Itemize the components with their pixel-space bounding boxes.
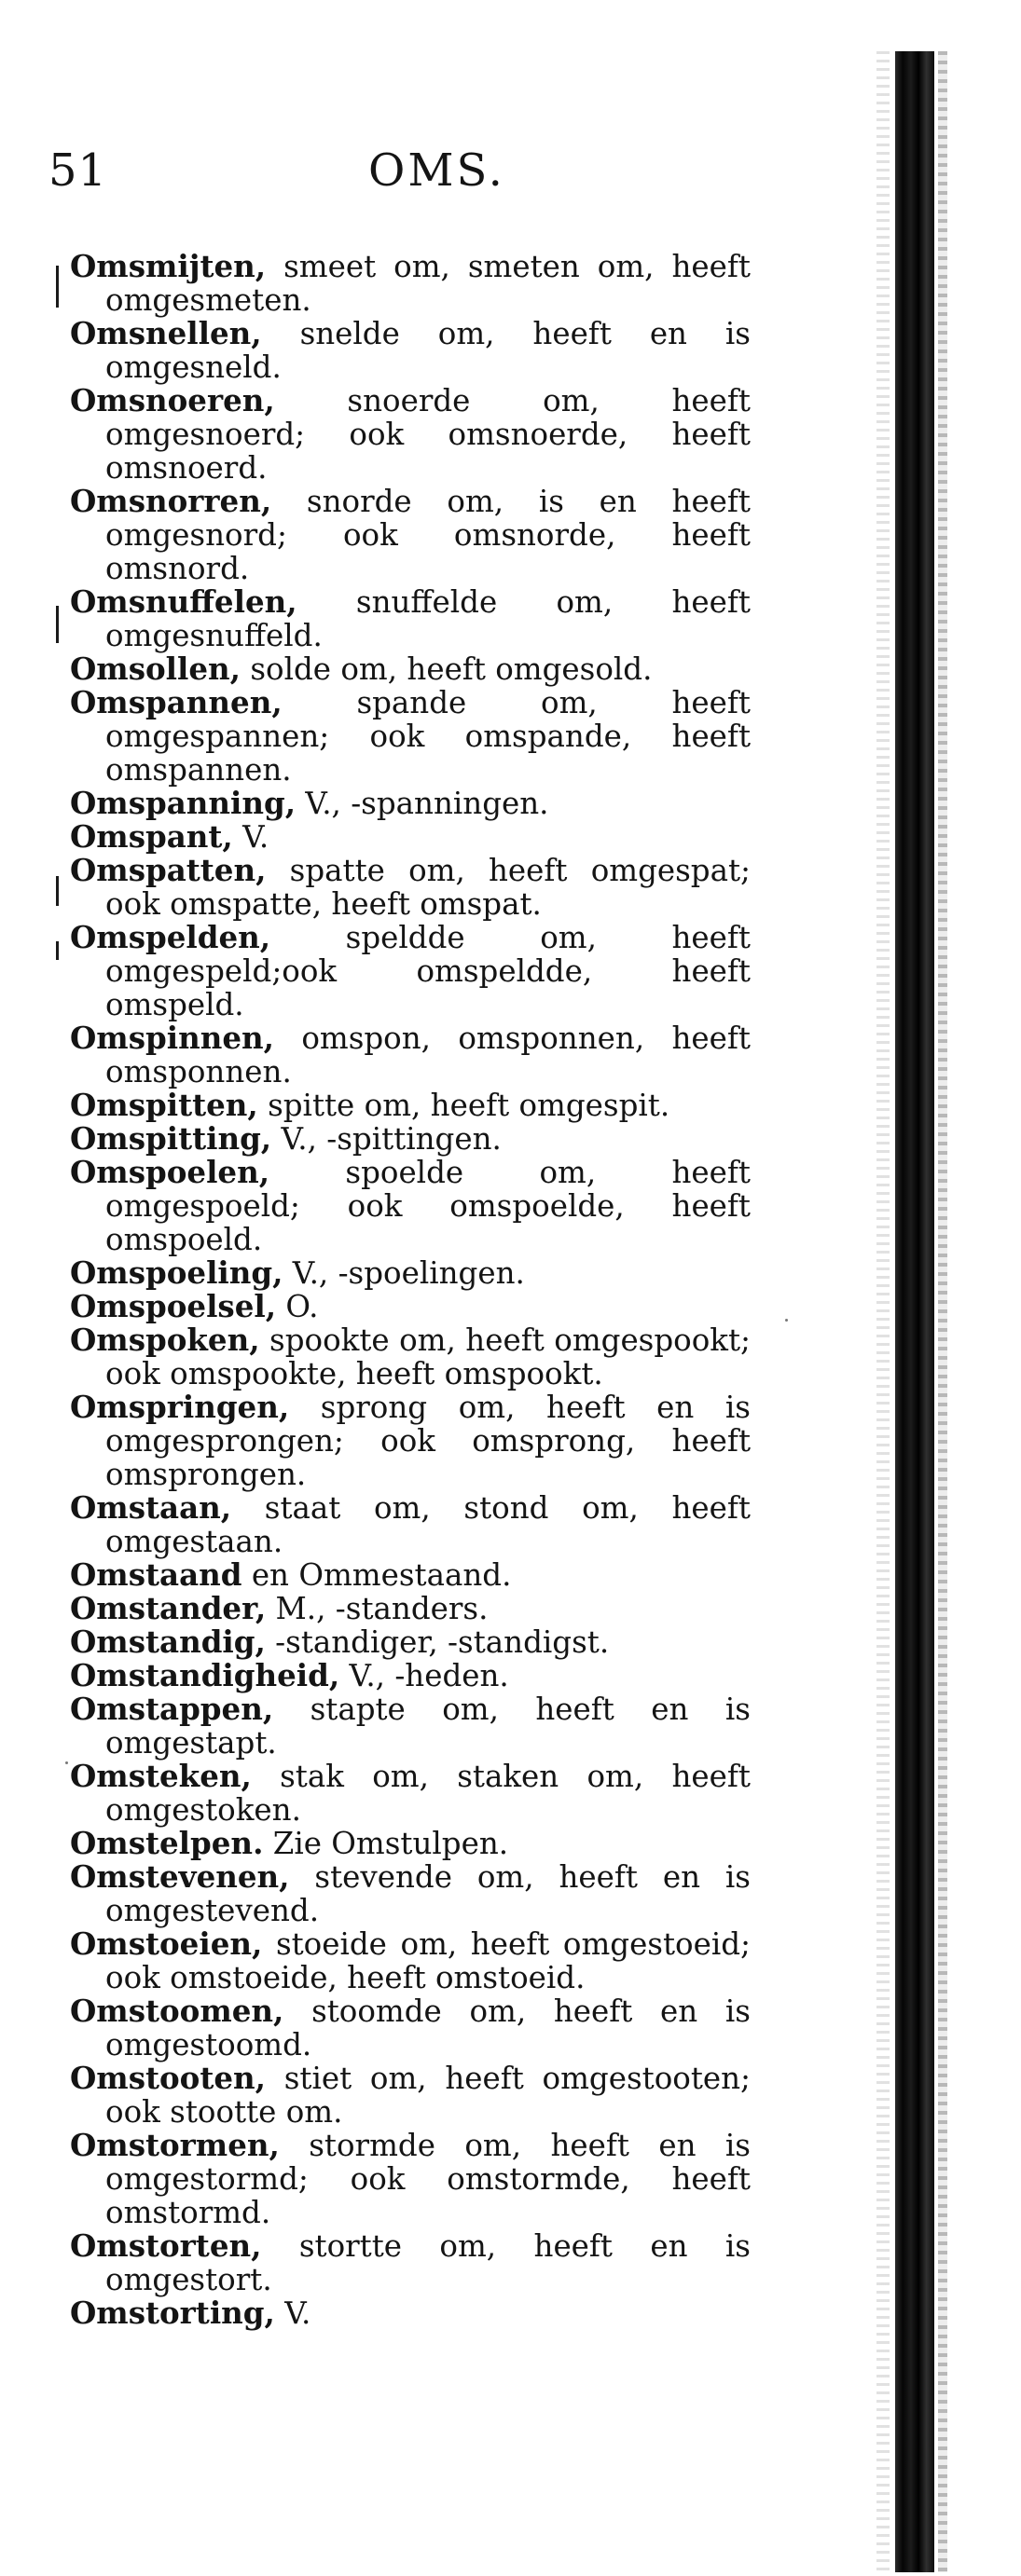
margin-rule xyxy=(56,876,59,906)
dictionary-entry xyxy=(70,1659,751,1692)
dictionary-entry xyxy=(70,1994,751,2062)
entry-definition: stortte om, heeft en is omgestort. xyxy=(105,2228,751,2297)
entry-headword: Omstooten, xyxy=(70,2060,266,2096)
dictionary-entry xyxy=(70,1290,751,1323)
entry-headword: Omspoelen, xyxy=(70,1154,270,1190)
dictionary-entry xyxy=(70,1558,751,1592)
entry-definition: smeet om, smeten om, heeft omgesmeten. xyxy=(105,249,751,318)
dictionary-entry xyxy=(70,820,751,854)
entry-definition: staat om, stond om, heeft omgestaan. xyxy=(105,1490,751,1559)
book-spine xyxy=(876,51,974,2572)
page-number: 51 xyxy=(48,144,108,197)
entry-definition: spookte om, heeft omgespookt; ook omspookte, heeft omspookt. xyxy=(105,1322,751,1391)
dictionary-entry xyxy=(70,2129,751,2229)
dictionary-entry xyxy=(70,686,751,787)
entry-definition: stevende om, heeft en is omgestevend. xyxy=(105,1859,751,1928)
entry-definition: snelde om, heeft en is omgesneld. xyxy=(105,316,751,385)
dictionary-entry xyxy=(70,2062,751,2129)
entry-definition: stapte om, heeft en is omgestapt. xyxy=(105,1692,751,1761)
entry-headword: Omspatten, xyxy=(70,852,267,888)
entry-definition: spande om, heeft omgespannen; ook omspande, heeft omspannen. xyxy=(105,685,751,788)
dictionary-entry xyxy=(70,1021,751,1089)
dictionary-entry xyxy=(70,854,751,921)
spine-binding xyxy=(895,51,934,2572)
dictionary-entry xyxy=(70,585,751,652)
dictionary-entry xyxy=(70,485,751,585)
entry-definition: V. xyxy=(284,2295,311,2331)
entry-definition: omspon, omsponnen, heeft omsponnen. xyxy=(105,1021,751,1089)
dictionary-entry xyxy=(70,1256,751,1290)
speck xyxy=(65,1761,68,1764)
entry-definition: O. xyxy=(285,1289,319,1324)
entry-headword: Omspanning, xyxy=(70,785,297,821)
entry-definition: stak om, staken om, heeft omgestoken. xyxy=(105,1759,751,1828)
dictionary-entry xyxy=(70,1491,751,1558)
entry-headword: Omspannen, xyxy=(70,684,283,720)
margin-rule xyxy=(56,941,59,960)
dictionary-entry xyxy=(70,652,751,686)
entry-headword: Omsnuffelen, xyxy=(70,583,297,620)
entry-headword: Omstaand xyxy=(70,1556,242,1593)
entry-headword: Omspoken, xyxy=(70,1322,260,1358)
entry-definition: solde om, heeft omgesold. xyxy=(250,651,653,687)
entry-headword: Omspant, xyxy=(70,818,233,855)
entry-definition: V., -spittingen. xyxy=(281,1121,502,1157)
dictionary-entry xyxy=(70,1760,751,1827)
entry-headword: Omstoomen, xyxy=(70,1993,284,2029)
entry-definition: V. xyxy=(242,819,269,855)
dictionary-entry xyxy=(70,1927,751,1994)
speck xyxy=(785,1319,788,1322)
entry-definition: stoomde om, heeft en is omgestoomd. xyxy=(105,1994,751,2062)
entry-headword: Omspoelsel, xyxy=(70,1288,277,1324)
margin-rule xyxy=(56,266,59,308)
entry-headword: Omspringen, xyxy=(70,1389,290,1425)
dictionary-entry xyxy=(70,1827,751,1860)
entry-definition: stoeide om, heeft omgestoeid; ook omstoeide, heeft omstoeid. xyxy=(105,1926,751,1995)
entry-definition: speldde om, heeft omgespeld;ook omspeldde, heeft omspeld. xyxy=(105,920,751,1022)
entry-headword: Omsnorren, xyxy=(70,483,272,519)
entry-definition: spoelde om, heeft omgespoeld; ook omspoelde, heeft omspoeld. xyxy=(105,1155,751,1257)
entry-headword: Omstaan, xyxy=(70,1489,232,1526)
dictionary-entry xyxy=(70,1860,751,1927)
entry-headword: Omspitting, xyxy=(70,1120,272,1157)
entry-headword: Omstormen, xyxy=(70,2127,280,2163)
entry-headword: Omsnellen, xyxy=(70,315,262,351)
margin-rule xyxy=(56,606,59,643)
entry-definition: stormde om, heeft en is omgestormd; ook omstormde, heeft omstormd. xyxy=(105,2128,751,2230)
entry-definition: stiet om, heeft omgestooten; ook stootte om. xyxy=(105,2061,751,2130)
dictionary-entry xyxy=(70,787,751,820)
entry-headword: Omsollen, xyxy=(70,651,241,687)
dictionary-entry xyxy=(70,1156,751,1256)
dictionary-entry xyxy=(70,1625,751,1659)
entry-headword: Omstappen, xyxy=(70,1691,274,1727)
entry-headword: Omstorten, xyxy=(70,2227,262,2264)
entry-headword: Omspoeling, xyxy=(70,1254,283,1291)
entry-headword: Omspitten, xyxy=(70,1087,258,1123)
spine-page-edge xyxy=(876,51,890,2572)
entry-definition: -standiger, -standigst. xyxy=(275,1624,610,1660)
entry-definition: V., -spanningen. xyxy=(305,786,549,821)
entry-headword: Omsmijten, xyxy=(70,248,267,284)
dictionary-entry xyxy=(70,2229,751,2296)
dictionary-entry xyxy=(70,1391,751,1491)
dictionary-entry xyxy=(70,384,751,485)
dictionary-entry xyxy=(70,1323,751,1391)
entry-definition: Zie Omstulpen. xyxy=(272,1826,509,1861)
entry-definition: M., -standers. xyxy=(275,1591,489,1626)
entry-headword: Omsteken, xyxy=(70,1758,252,1794)
entry-headword: Omstander, xyxy=(70,1590,267,1626)
entry-headword: Omsnoeren, xyxy=(70,382,275,418)
entry-headword: Omstandig, xyxy=(70,1624,266,1660)
entry-definition: snorde om, is en heeft omgesnord; ook omsnorde, heeft omsnord. xyxy=(105,484,751,586)
dictionary-entry xyxy=(70,1122,751,1156)
entry-definition: spitte om, heeft omgespit. xyxy=(268,1088,670,1123)
entry-definition: snoerde om, heeft omgesnoerd; ook omsnoerde, heeft omsnoerd. xyxy=(105,383,751,486)
entry-definition: V., -spoelingen. xyxy=(292,1255,525,1291)
entry-headword: Omstoeien, xyxy=(70,1925,263,1962)
entry-headword: Omspelden, xyxy=(70,919,271,955)
entry-headword: Omstevenen, xyxy=(70,1858,290,1895)
entry-definition: V., -heden. xyxy=(349,1658,509,1693)
entry-headword: Omstelpen. xyxy=(70,1825,264,1861)
running-head: OMS. xyxy=(368,144,505,197)
dictionary-entry xyxy=(70,1089,751,1122)
dictionary-entry xyxy=(70,250,751,317)
entry-definition: en Ommestaand. xyxy=(251,1557,512,1593)
spine-right-edge xyxy=(938,51,947,2572)
dictionary-entry xyxy=(70,1692,751,1760)
dictionary-entries xyxy=(70,250,751,2330)
dictionary-entry xyxy=(70,1592,751,1625)
dictionary-entry xyxy=(70,317,751,384)
entry-definition: sprong om, heeft en is omgesprongen; ook omsprong, heeft omsprongen. xyxy=(105,1390,751,1492)
entry-headword: Omspinnen, xyxy=(70,1020,274,1056)
entry-definition: snuffelde om, heeft omgesnuffeld. xyxy=(105,584,751,653)
entry-headword: Omstorting, xyxy=(70,2295,275,2331)
dictionary-entry xyxy=(70,2296,751,2330)
entry-headword: Omstandigheid, xyxy=(70,1657,340,1693)
dictionary-entry xyxy=(70,921,751,1021)
entry-definition: spatte om, heeft omgespat; ook omspatte, heeft omspat. xyxy=(105,853,751,922)
